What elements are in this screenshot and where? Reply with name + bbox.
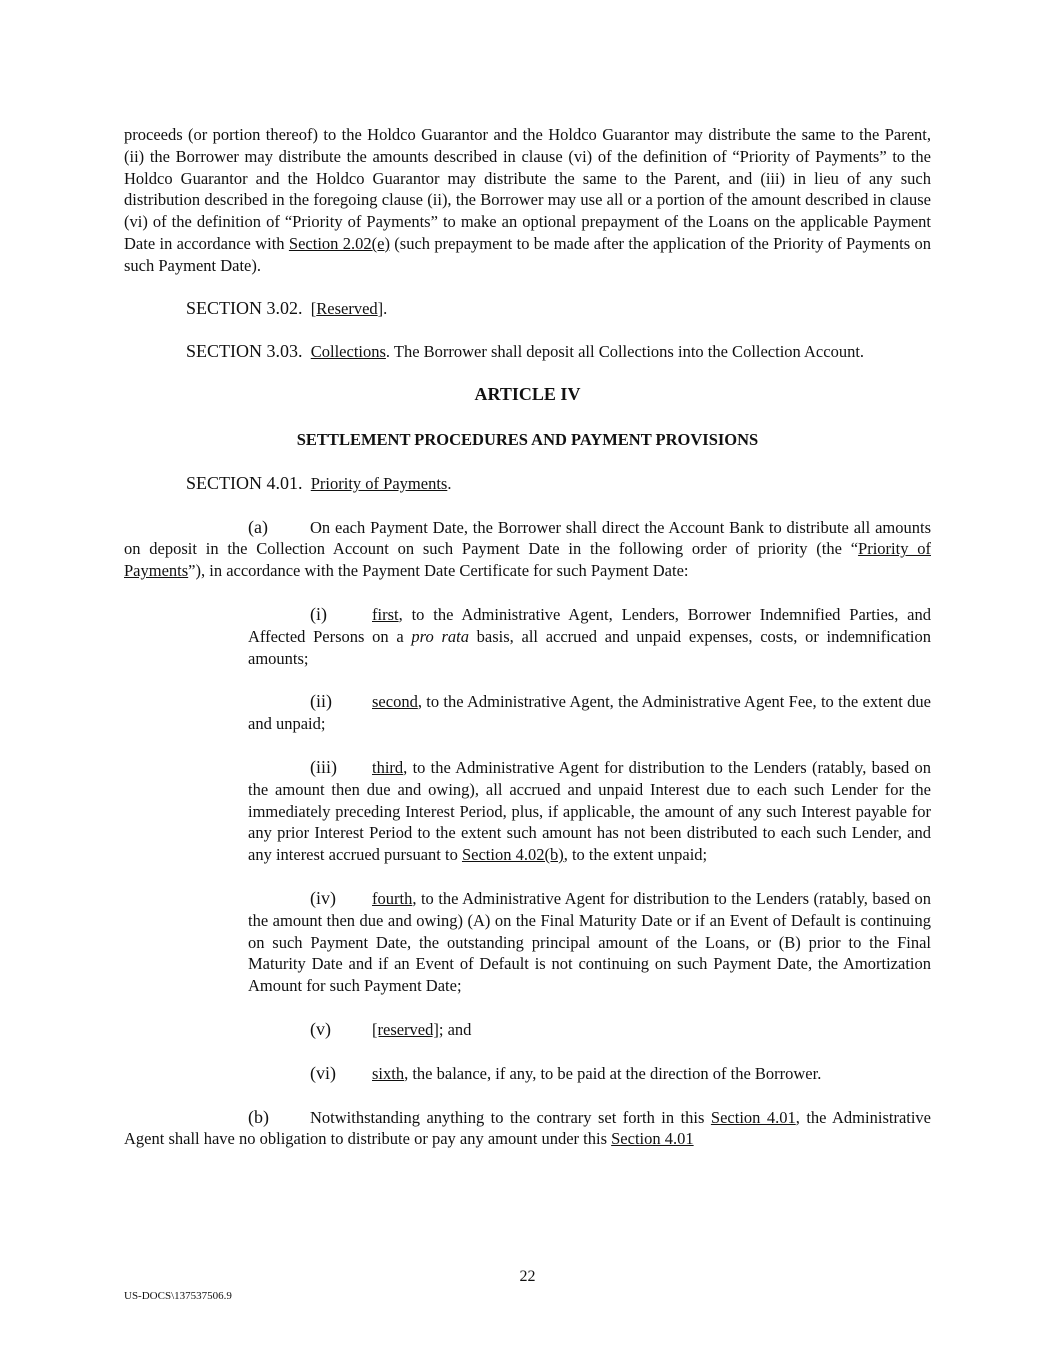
section-4-01-link[interactable]: Section 4.01 — [710, 1107, 796, 1127]
item-key: sixth — [372, 1063, 405, 1083]
clause-label: (a) — [248, 516, 268, 537]
section-3-03: SECTION 3.03. Collections. The Borrower shall deposit all Collections into the Collection Account. — [186, 341, 865, 362]
item-i: (i) first, to the Administrative Agent, Lenders, Borrower Indemnified Parties, and Affected Persons on a pro rata basis, all accrued and unpaid expenses, costs, or indemnification amounts; — [248, 603, 931, 668]
section-2-02e-link[interactable]: Section 2.02(e) — [288, 233, 390, 253]
item-key: third — [372, 757, 404, 777]
item-label: (i) — [310, 603, 327, 624]
paragraph-continuation: proceeds (or portion thereof) to the Holdco Guarantor and the Holdco Guarantor may distribute the same to the Parent, (ii) the Borrower may distribute the amounts described in clause (vi) of the definition of “Priority of Payments” to the Holdco Guarantor and the Holdco Guarantor may distribute the same to the Parent, and (iii) in lieu of any such distribution described in the foregoing clause (ii), the Borrower may use all or a portion of the amount described in clause (vi) of the definition of “Priority of Payments” to make an optional prepayment of the Loans on the applicable Payment Date in accordance with Section 2.02(e) (such prepayment to be made after the application of the Priority of Payments on such Payment Date). — [124, 125, 931, 275]
page-number: 22 — [519, 1268, 536, 1285]
item-label: (iii) — [310, 756, 337, 777]
item-label: (v) — [310, 1018, 331, 1039]
item-key: [reserved] — [372, 1019, 439, 1039]
item-iv: (iv) fourth, to the Administrative Agent for distribution to the Lenders (ratably, based on the amount then due and owing) (A) on the Final Maturity Date or if an Event of Default is continuing on such Payment Date, the outstanding principal amount of the Loans, or (B) prior to the Final Maturity Date and if an Event of Default is not continuing on such Payment Date, the Amortization Amount for such Payment Date; — [248, 887, 931, 996]
clause-a: (a) On each Payment Date, the Borrower shall direct the Account Bank to distribute all amounts on deposit in the Collection Account on such Payment Date in the following order of priority (the “Priority of Payments”), in accordance with the Payment Date Certificate for such Payment Date: — [124, 516, 931, 581]
clause-b: (b) Notwithstanding anything to the contrary set forth in this Section 4.01, the Administrative Agent shall have no obligation to distribute or pay any amount under this Section 4.01 — [124, 1106, 932, 1149]
clause-label: (b) — [248, 1106, 269, 1127]
article-title: ARTICLE IV — [474, 384, 581, 405]
section-number: SECTION 3.03. — [186, 341, 303, 362]
item-key: fourth — [372, 888, 413, 908]
section-number: SECTION 4.01. — [186, 472, 303, 493]
item-key: second — [372, 692, 418, 712]
section-4-02b-link[interactable]: Section 4.02(b) — [461, 845, 564, 865]
section-3-02: SECTION 3.02. [Reserved]. — [186, 297, 388, 318]
item-label: (vi) — [310, 1062, 336, 1083]
item-iii: (iii) third, to the Administrative Agent for distribution to the Lenders (ratably, based on the amount then due and owing), all accrued and unpaid Interest due to each such Lender for the immediately preceding Interest Period, plus, if applicable, the amount of any such Interest payable for any prior Interest Period to the extent such amount has not been distributed to each such Lender, and any interest accrued pursuant to Section 4.02(b), to the extent unpaid; — [248, 756, 931, 865]
section-4-01-link[interactable]: Section 4.01 — [611, 1129, 694, 1149]
defined-term: Priority of Payments — [124, 539, 931, 581]
section-title: Collections — [310, 342, 386, 362]
item-label: (ii) — [310, 691, 332, 712]
item-ii: (ii) second, to the Administrative Agent, the Administrative Agent Fee, to the extent due and unpaid; — [248, 691, 931, 734]
section-number: SECTION 3.02. — [186, 297, 303, 318]
document-body — [124, 124, 931, 1150]
item-label: (iv) — [310, 887, 336, 908]
section-title: Priority of Payments — [310, 473, 448, 493]
item-vi: (vi) sixth, the balance, if any, to be paid at the direction of the Borrower. — [310, 1062, 822, 1083]
section-4-01: SECTION 4.01. Priority of Payments. — [186, 472, 452, 493]
item-v: (v) [reserved]; and — [310, 1018, 472, 1039]
article-heading: SETTLEMENT PROCEDURES AND PAYMENT PROVISIONS — [296, 429, 759, 449]
section-title: Reserved — [316, 298, 378, 318]
item-key: first — [372, 604, 399, 624]
document-id: US-DOCS\137537506.9 — [124, 1290, 232, 1302]
